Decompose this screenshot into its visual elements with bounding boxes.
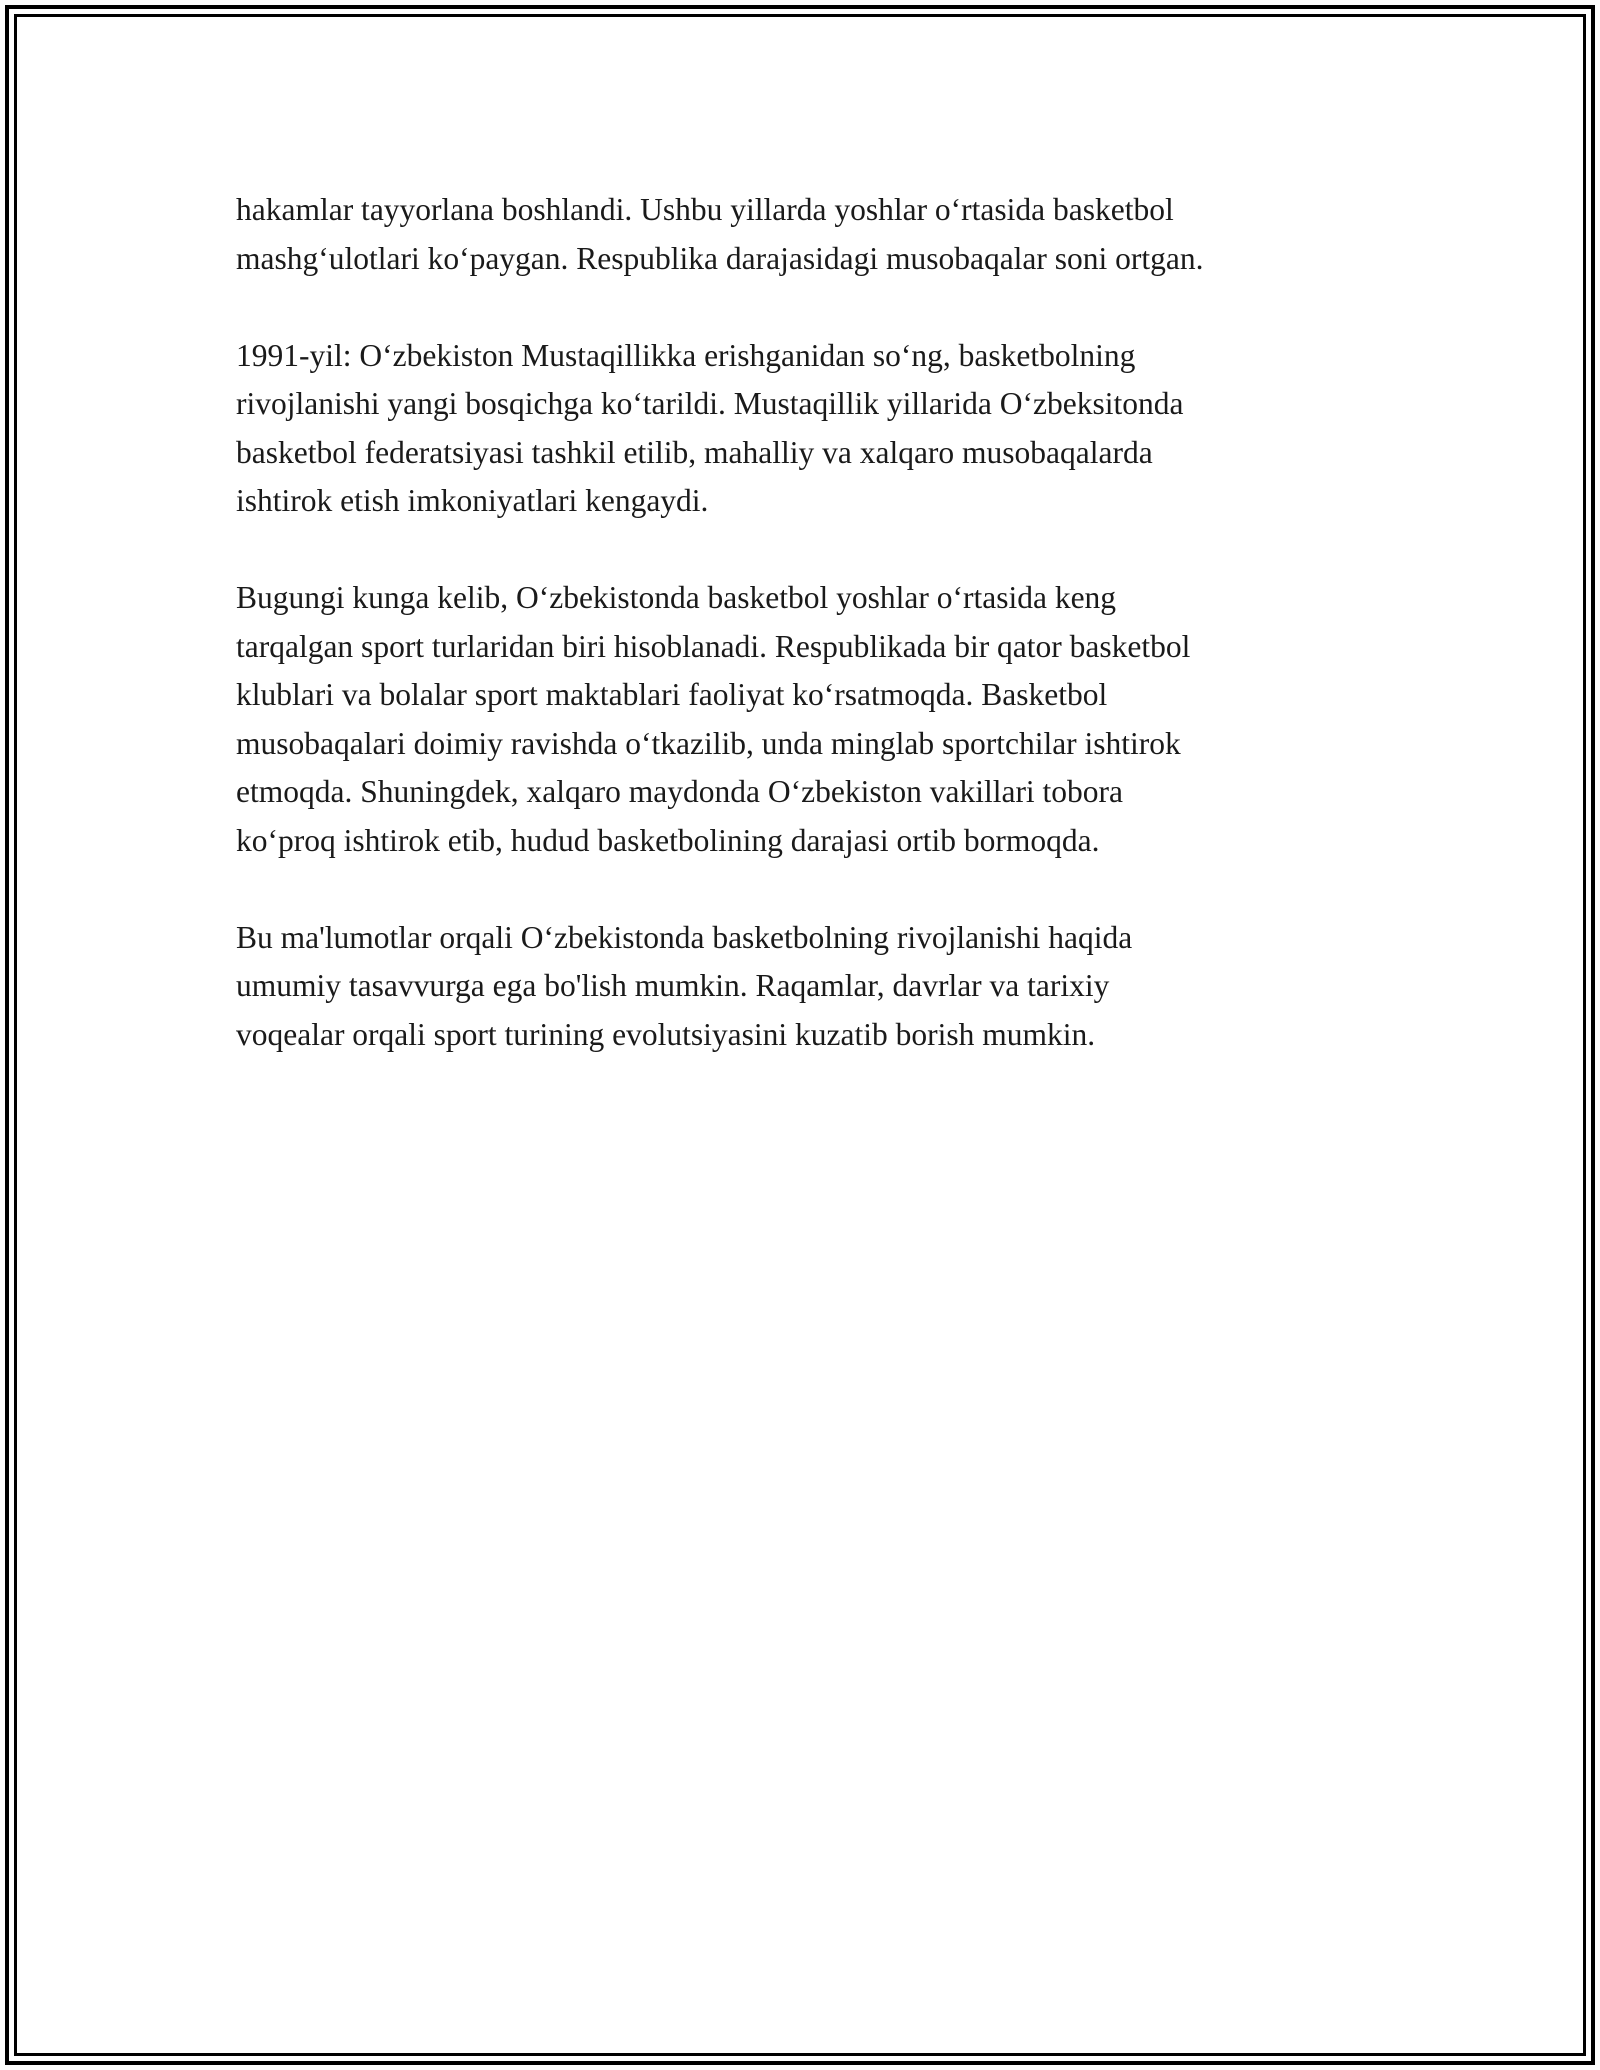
- paragraph-today: [236, 574, 1396, 865]
- paragraph-referees: [236, 186, 1396, 283]
- text-line: basketbol federatsiyasi tashkil etilib, mahalliy va xalqaro musobaqalarda: [236, 434, 1153, 470]
- text-line: 1991-yil: Oʻzbekiston Mustaqillikka erishganidan soʻng, basketbolning: [236, 337, 1136, 373]
- text-line: ishtirok etish imkoniyatlari kengaydi.: [236, 483, 709, 518]
- text-line: koʻproq ishtirok etib, hudud basketbolining darajasi ortib bormoqda.: [236, 822, 1100, 858]
- text-line: mashgʻulotlari koʻpaygan. Respublika darajasidagi musobaqalar soni ortgan.: [236, 240, 1204, 276]
- text-line: etmoqda. Shuningdek, xalqaro maydonda Oʻzbekiston vakillari tobora: [236, 774, 1124, 809]
- text-line: Bu ma'lumotlar orqali Oʻzbekistonda basketbolning rivojlanishi haqida: [236, 919, 1133, 955]
- paragraph-independence: [236, 332, 1396, 526]
- paragraph-conclusion: [236, 914, 1396, 1060]
- document-body: [236, 186, 1396, 1108]
- text-line: tarqalgan sport turlaridan biri hisoblanadi. Respublikada bir qator basketbol: [236, 628, 1191, 664]
- text-line: musobaqalari doimiy ravishda oʻtkazilib, unda minglab sportchilar ishtirok: [236, 725, 1181, 761]
- text-line: rivojlanishi yangi bosqichga koʻtarildi. Mustaqillik yillarida Oʻzbeksitonda: [236, 386, 1184, 421]
- text-line: hakamlar tayyorlana boshlandi. Ushbu yillarda yoshlar oʻrtasida basketbol: [236, 192, 1174, 227]
- text-line: klublari va bolalar sport maktablari faoliyat koʻrsatmoqda. Basketbol: [236, 677, 1108, 712]
- text-line: Bugungi kunga kelib, Oʻzbekistonda basketbol yoshlar oʻrtasida keng: [236, 580, 1117, 615]
- text-line: umumiy tasavvurga ega bo'lish mumkin. Raqamlar, davrlar va tarixiy: [236, 968, 1110, 1003]
- text-line: voqealar orqali sport turining evolutsiyasini kuzatib borish mumkin.: [236, 1016, 1096, 1052]
